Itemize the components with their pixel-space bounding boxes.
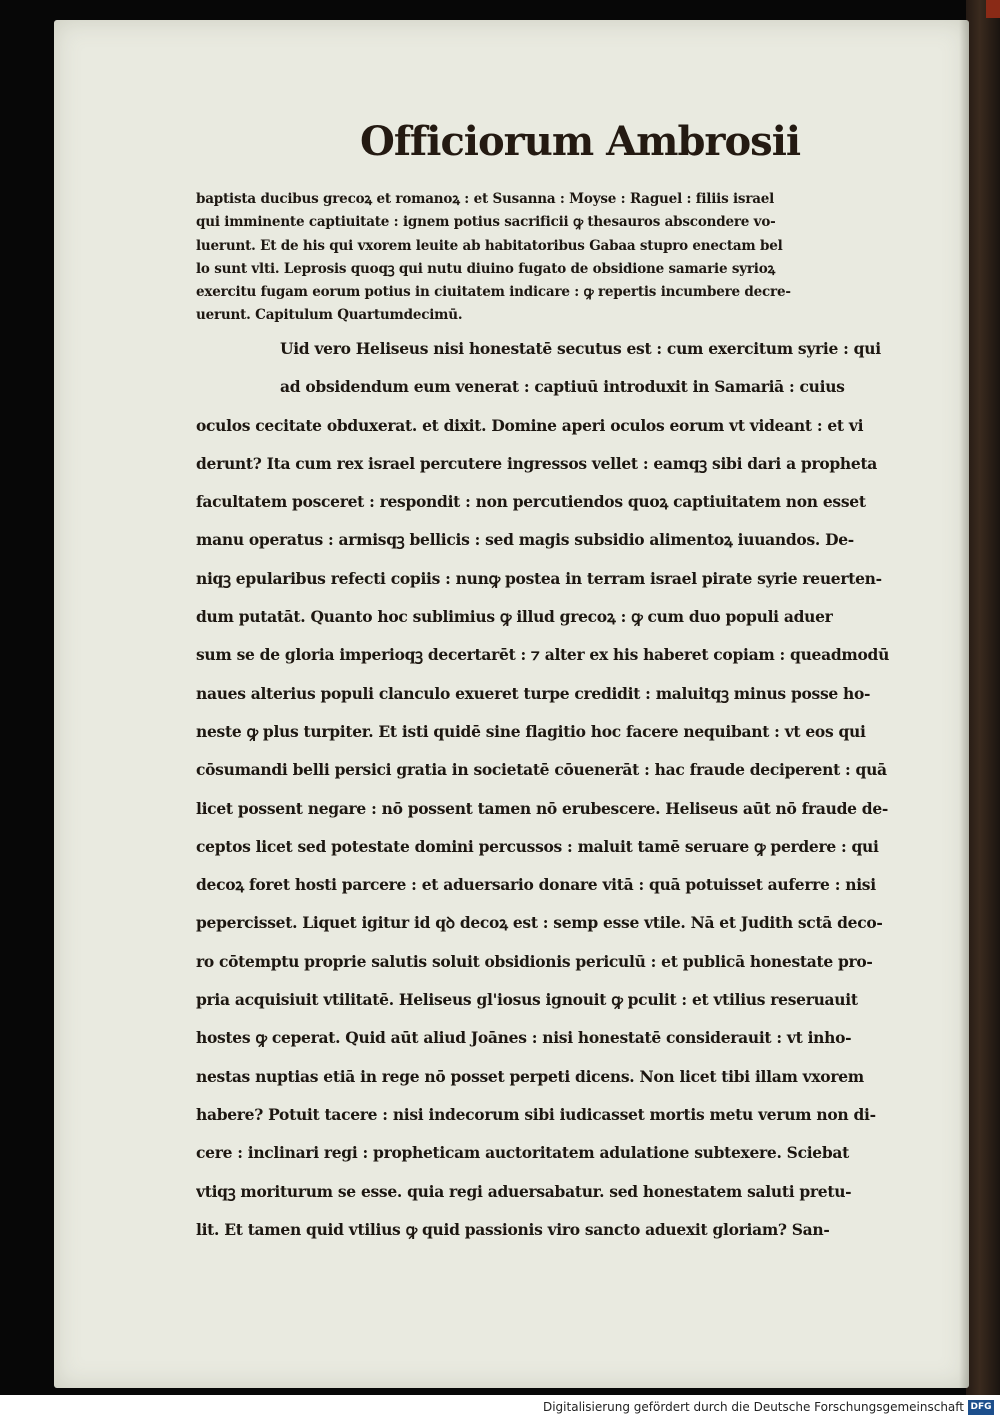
body-line: neste ꝙ plus turpiter. Et isti quidē sine flagitio hoc facere nequibant : vt eos qui bbox=[196, 721, 866, 741]
body-line: ad obsidendum eum venerat : captiuū introduxit in Samariā : cuius bbox=[280, 377, 845, 397]
page-edge-shadow bbox=[959, 20, 969, 1388]
dfg-logo-icon: DFG bbox=[968, 1400, 994, 1415]
body-line: naues alterius populi clanculo exueret turpe credidit : maluitqꝫ minus posse ho- bbox=[196, 683, 871, 703]
body-line: ceptos licet sed potestate domini percussos : maluit tamē seruare ꝙ perdere : qui bbox=[196, 836, 879, 856]
binding-color-strip bbox=[986, 0, 1000, 18]
body-line: pepercisset. Liquet igitur id qꝺ decoꝝ est : semp esse vtile. Nā et Judith sctā deco- bbox=[196, 913, 883, 933]
funding-caption: Digitalisierung gefördert durch die Deutsche Forschungsgemeinschaft bbox=[542, 1400, 964, 1414]
body-line: ro cōtemptu proprie salutis soluit obsidionis periculū : et publicā honestate pro- bbox=[196, 951, 873, 971]
body-line: vtiqꝫ moriturum se esse. quia regi aduersabatur. sed honestatem saluti pretu- bbox=[196, 1181, 852, 1201]
body-line: pria acquisiuit vtilitatē. Heliseus gl'iosus ignouit ꝙ pculit : et vtilius reseruauit bbox=[196, 990, 858, 1010]
body-line: niqꝫ epularibus refecti copiis : nunꝙ postea in terram israel pirate syrie reuerten- bbox=[196, 568, 882, 588]
footer-bar bbox=[0, 1395, 1000, 1421]
body-line: oculos cecitate obduxerat. et dixit. Domine aperi oculos eorum vt videant : et vi bbox=[196, 415, 864, 435]
body-line: licet possent negare : nō possent tamen nō erubescere. Heliseus aūt nō fraude de- bbox=[196, 798, 889, 818]
chapter-summary bbox=[196, 188, 916, 328]
body-line: cere : inclinari regi : propheticam auctoritatem adulatione subtexere. Sciebat bbox=[196, 1143, 850, 1163]
summary-line: luerunt. Et de his qui vxorem leuite ab habitatoribus Gabaa stupro enectam bel bbox=[196, 237, 783, 254]
summary-line: qui imminente captiuitate : ignem potius sacrificii ꝙ thesauros abscondere vo- bbox=[196, 214, 776, 231]
body-line: hostes ꝙ ceperat. Quid aūt aliud Joānes : nisi honestatē considerauit : vt inho- bbox=[196, 1028, 852, 1048]
summary-line: baptista ducibus grecoꝝ et romanoꝝ : et Susanna : Moyse : Raguel : filiis israel bbox=[196, 191, 775, 207]
body-line: dum putatāt. Quanto hoc sublimius ꝙ illud grecoꝝ : ꝙ cum duo populi aduer bbox=[196, 607, 833, 627]
summary-line: lo sunt vlti. Leprosis quoqꝫ qui nutu diuino fugato de obsidione samarie syrioꝝ bbox=[196, 260, 776, 277]
body-line: lit. Et tamen quid vtilius ꝙ quid passionis viro sancto aduexit gloriam? San- bbox=[196, 1219, 830, 1239]
body-line: manu operatus : armisqꝫ bellicis : sed magis subsidio alimentoꝝ iuuandos. De- bbox=[196, 530, 854, 550]
running-head: Officiorum Ambrosii bbox=[360, 118, 801, 165]
body-line: nestas nuptias etiā in rege nō posset perpeti dicens. Non licet tibi illam vxorem bbox=[196, 1066, 864, 1086]
body-line: facultatem posceret : respondit : non percutiendos quoꝝ captiuitatem non esset bbox=[196, 492, 866, 512]
body-line: habere? Potuit tacere : nisi indecorum sibi iudicasset mortis metu verum non di- bbox=[196, 1104, 876, 1124]
summary-line: exercitu fugam eorum potius in ciuitatem indicare : ꝙ repertis incumbere decre- bbox=[196, 284, 791, 301]
body-line: derunt? Ita cum rex israel percutere ingressos vellet : eamqꝫ sibi dari a propheta bbox=[196, 453, 878, 473]
body-line: sum se de gloria imperioqꝫ decertarēt : ⁊ alter ex his haberet copiam : queadmodū bbox=[196, 645, 890, 665]
body-line: decoꝝ foret hosti parcere : et aduersario donare vitā : quā potuisset auferre : nisi bbox=[196, 875, 876, 895]
summary-line: uerunt. Capitulum Quartumdecimū. bbox=[196, 307, 463, 324]
body-text bbox=[196, 330, 916, 1249]
adjacent-page-edge bbox=[966, 0, 1000, 1395]
body-line: cōsumandi belli persici gratia in societatē cōuenerāt : hac fraude deciperent : quā bbox=[196, 760, 887, 780]
body-line: Uid vero Heliseus nisi honestatē secutus est : cum exercitum syrie : qui bbox=[280, 339, 881, 358]
